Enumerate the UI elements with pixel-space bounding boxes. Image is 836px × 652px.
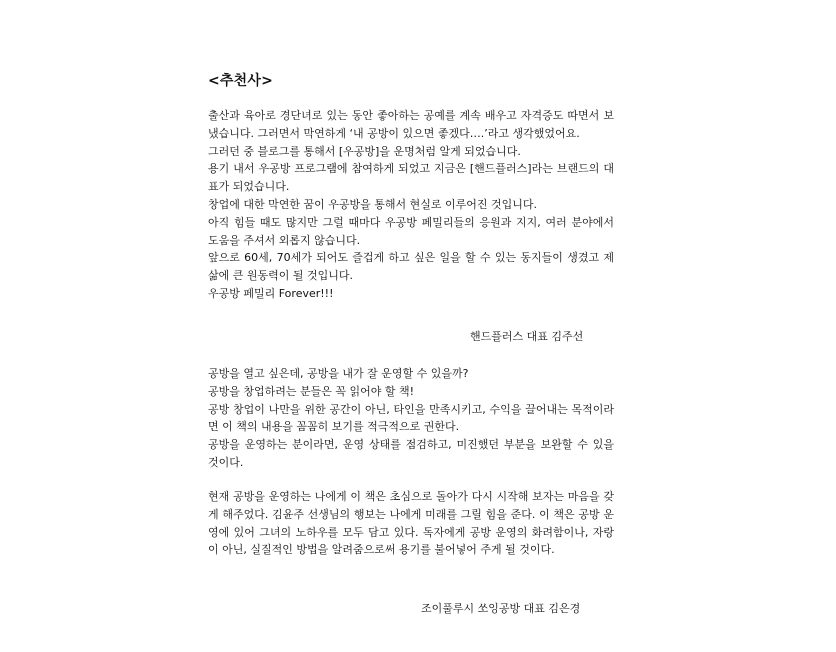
paragraph: 창업에 대한 막연한 꿈이 우공방을 통해서 현실로 이루어진 것입니다. <box>208 197 537 211</box>
paragraph: 앞으로 60세, 70세가 되어도 즐겁게 하고 싶은 일을 할 수 있는 동지들이 생겼고 제 삶에 큰 원동력이 될 것입니다. <box>208 251 614 283</box>
paragraph: 공방을 창업하려는 분들은 꼭 읽어야 할 책! <box>208 384 415 398</box>
paragraph: 공방 창업이 나만을 위한 공간이 아닌, 타인을 만족시키고, 수익을 끌어내는 목적이라면 이 책의 내용을 꼼꼼히 보기를 적극적으로 권한다. <box>208 402 614 434</box>
paragraph: 우공방 페밀리 Forever!!! <box>208 286 334 300</box>
recommendation-3 <box>208 488 614 559</box>
signature-3: 조이풀루시 쏘잉공방 대표 김은경 <box>421 602 581 615</box>
paragraph: 공방을 운영하는 분이라면, 운영 상태를 점검하고, 미진했던 부분을 보완할 수 있을 것이다. <box>208 438 614 469</box>
paragraph: 현재 공방을 운영하는 나에게 이 책은 초심으로 돌아가 다시 시작해 보자는 마음을 갖게 해주었다. 김윤주 선생님의 행보는 나에게 미래를 그릴 힘을 준다. 이 책은 공방 운영에 있어 그녀의 노하우를 모두 담고 있다. 독자에게 공방 운영의 화려함이나, 자랑이 아닌, 실질적인 방법을 알려줌으로써 용기를 불어넣어 주게 될 것이다. <box>208 490 614 557</box>
recommendation-2 <box>208 365 614 472</box>
paragraph: 아직 힘들 때도 많지만 그럴 때마다 우공방 페밀리들의 응원과 지지, 여러 분야에서 도움을 주셔서 외롭지 않습니다. <box>208 215 614 247</box>
paragraph: 그러던 중 블로그를 통해서 [우공방]을 운명처럼 알게 되었습니다. <box>208 144 521 158</box>
page-heading: <추천사> <box>208 73 274 89</box>
paragraph: 공방을 열고 싶은데, 공방을 내가 잘 운영할 수 있을까? <box>208 367 469 380</box>
paragraph: 용기 내서 우공방 프로그램에 참여하게 되었고 지금은 [핸드플러스]라는 브랜드의 대표가 되었습니다. <box>208 162 614 194</box>
recommendation-1 <box>208 107 614 303</box>
signature-1: 핸드플러스 대표 김주선 <box>470 330 584 343</box>
paragraph: 출산과 육아로 경단녀로 있는 동안 좋아하는 공예를 계속 배우고 자격증도 따면서 보냈습니다. 그러면서 막연하게 ‘내 공방이 있으면 좋겠다….’라고 생각했었어요. <box>208 109 614 140</box>
